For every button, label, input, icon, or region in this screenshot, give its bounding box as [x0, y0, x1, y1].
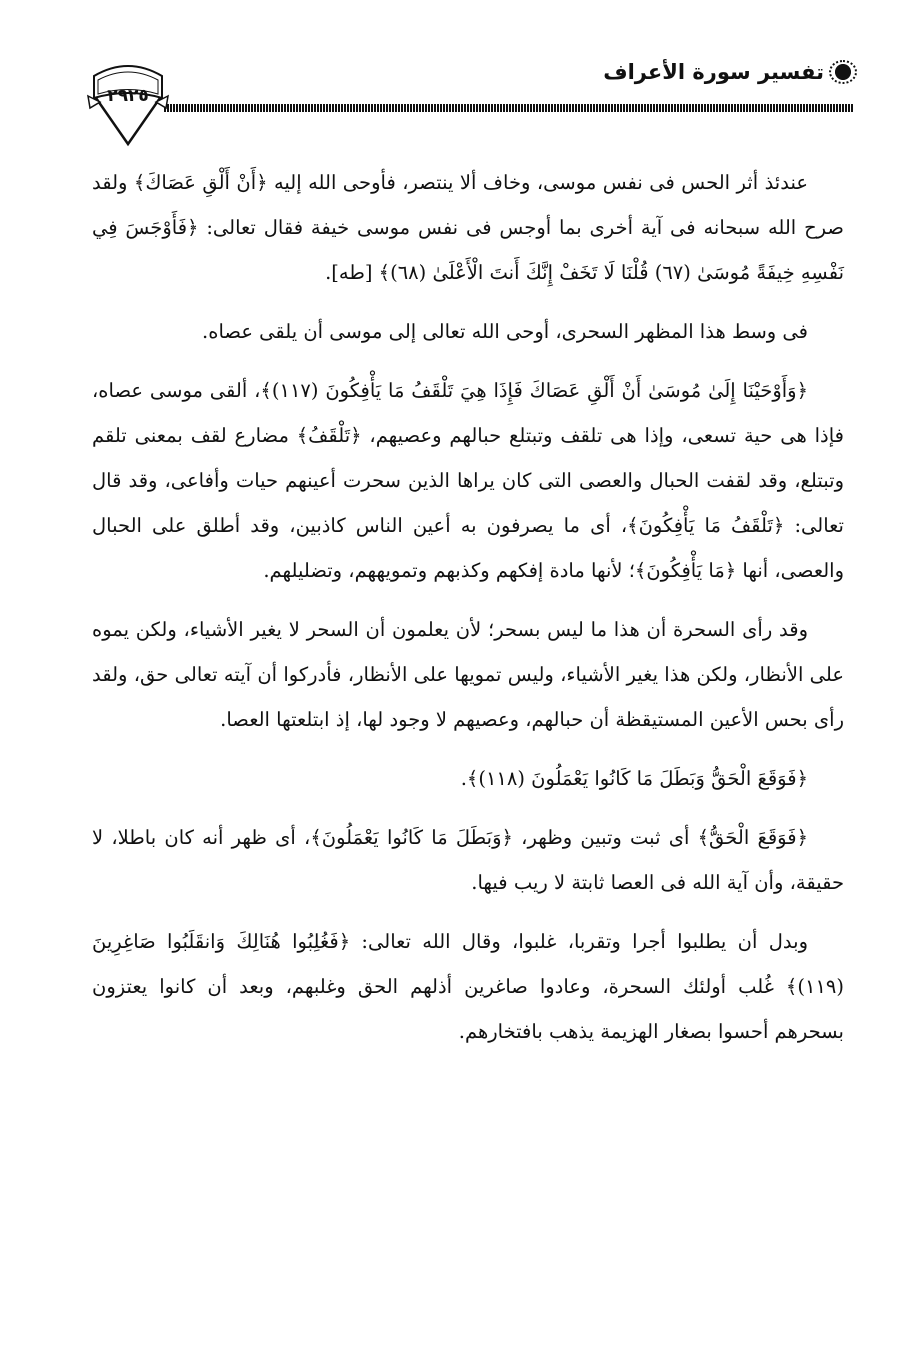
- body-text: [92, 160, 844, 1068]
- paragraph: وبدل أن يطلبوا أجرا وتقربا، غلبوا، وقال الله تعالى: ﴿فَغُلِبُوا هُنَالِكَ وَانقَلَبُوا صَاغِرِينَ (١١٩)﴾ غُلب أولئك السحرة، وعادوا صاغرين أذلهم الحق وغلبهم، وبعد أن كانوا يعتزون بسحرهم أحسوا بصغار الهزيمة يذهب بافتخارهم.: [92, 930, 844, 1043]
- page-number: ٢٩٢٥: [107, 86, 149, 106]
- header-rule: [164, 104, 854, 112]
- paragraph: عندئذ أثر الحس فى نفس موسى، وخاف ألا ينتصر، فأوحى الله إليه ﴿أَنْ أَلْقِ عَصَاكَ﴾ ولقد صرح الله سبحانه فى آية أخرى بما أوجس فى نفس موسى خيفة فقال تعالى: ﴿فَأَوْجَسَ فِي نَفْسِهِ خِيفَةً مُوسَىٰ (٦٧) قُلْنَا لَا تَخَفْ إِنَّكَ أَنتَ الْأَعْلَىٰ (٦٨)﴾ [طه].: [92, 171, 844, 284]
- verse-paragraph: ﴿فَوَقَعَ الْحَقُّ وَبَطَلَ مَا كَانُوا يَعْمَلُونَ (١١٨)﴾.: [460, 767, 808, 790]
- page-number-badge: [86, 58, 170, 148]
- running-title: [603, 60, 854, 84]
- paragraph: ﴿وَأَوْحَيْنَا إِلَىٰ مُوسَىٰ أَنْ أَلْقِ عَصَاكَ فَإِذَا هِيَ تَلْقَفُ مَا يَأْفِكُونَ (١١٧)﴾، ألقى موسى عصاه، فإذا هى حية تسعى، وإذا هى تلقف وتبتلع حبالهم وعصيهم، ﴿تَلْقَفُ﴾ مضارع لقف بمعنى تلقم وتبتلع، وقد لقفت الحبال والعصى التى كان يراها الذين سحرت أعينهم حيات وأفاعى، وقد قال تعالى: ﴿تَلْقَفُ مَا يَأْفِكُونَ﴾، أى ما يصرفون به أعين الناس كاذبين، وقد أطلق على الحبال والعصى، أنها ﴿مَا يَأْفِكُونَ﴾؛ لأنها مادة إفكهم وكذبهم وتمويههم، وتضليلهم.: [92, 379, 844, 582]
- paragraph: وقد رأى السحرة أن هذا ما ليس بسحر؛ لأن يعلمون أن السحر لا يغير الأشياء، ولكن يموه على الأنظار، ولكن هذا يغير الأشياء، وليس تمويها على الأنظار، فأدركوا أن آيته تعالى حق، ولقد رأى بحس الأعين المستيقظة أن حبالهم، وعصيهم لا وجود لها، إذ ابتلعتها العصا.: [92, 618, 844, 731]
- surah-title: تفسير سورة الأعراف: [603, 60, 824, 84]
- page-header: [84, 48, 854, 148]
- ornament-icon: [832, 63, 854, 81]
- paragraph: ﴿فَوَقَعَ الْحَقُّ﴾ أى ثبت وتبين وظهر، ﴿وَبَطَلَ مَا كَانُوا يَعْمَلُونَ﴾، أى ظهر أنه كان باطلا، لا حقيقة، وأن آية الله فى العصا ثابتة لا ريب فيها.: [92, 826, 844, 894]
- paragraph: فى وسط هذا المظهر السحرى، أوحى الله تعالى إلى موسى أن يلقى عصاه.: [202, 320, 808, 343]
